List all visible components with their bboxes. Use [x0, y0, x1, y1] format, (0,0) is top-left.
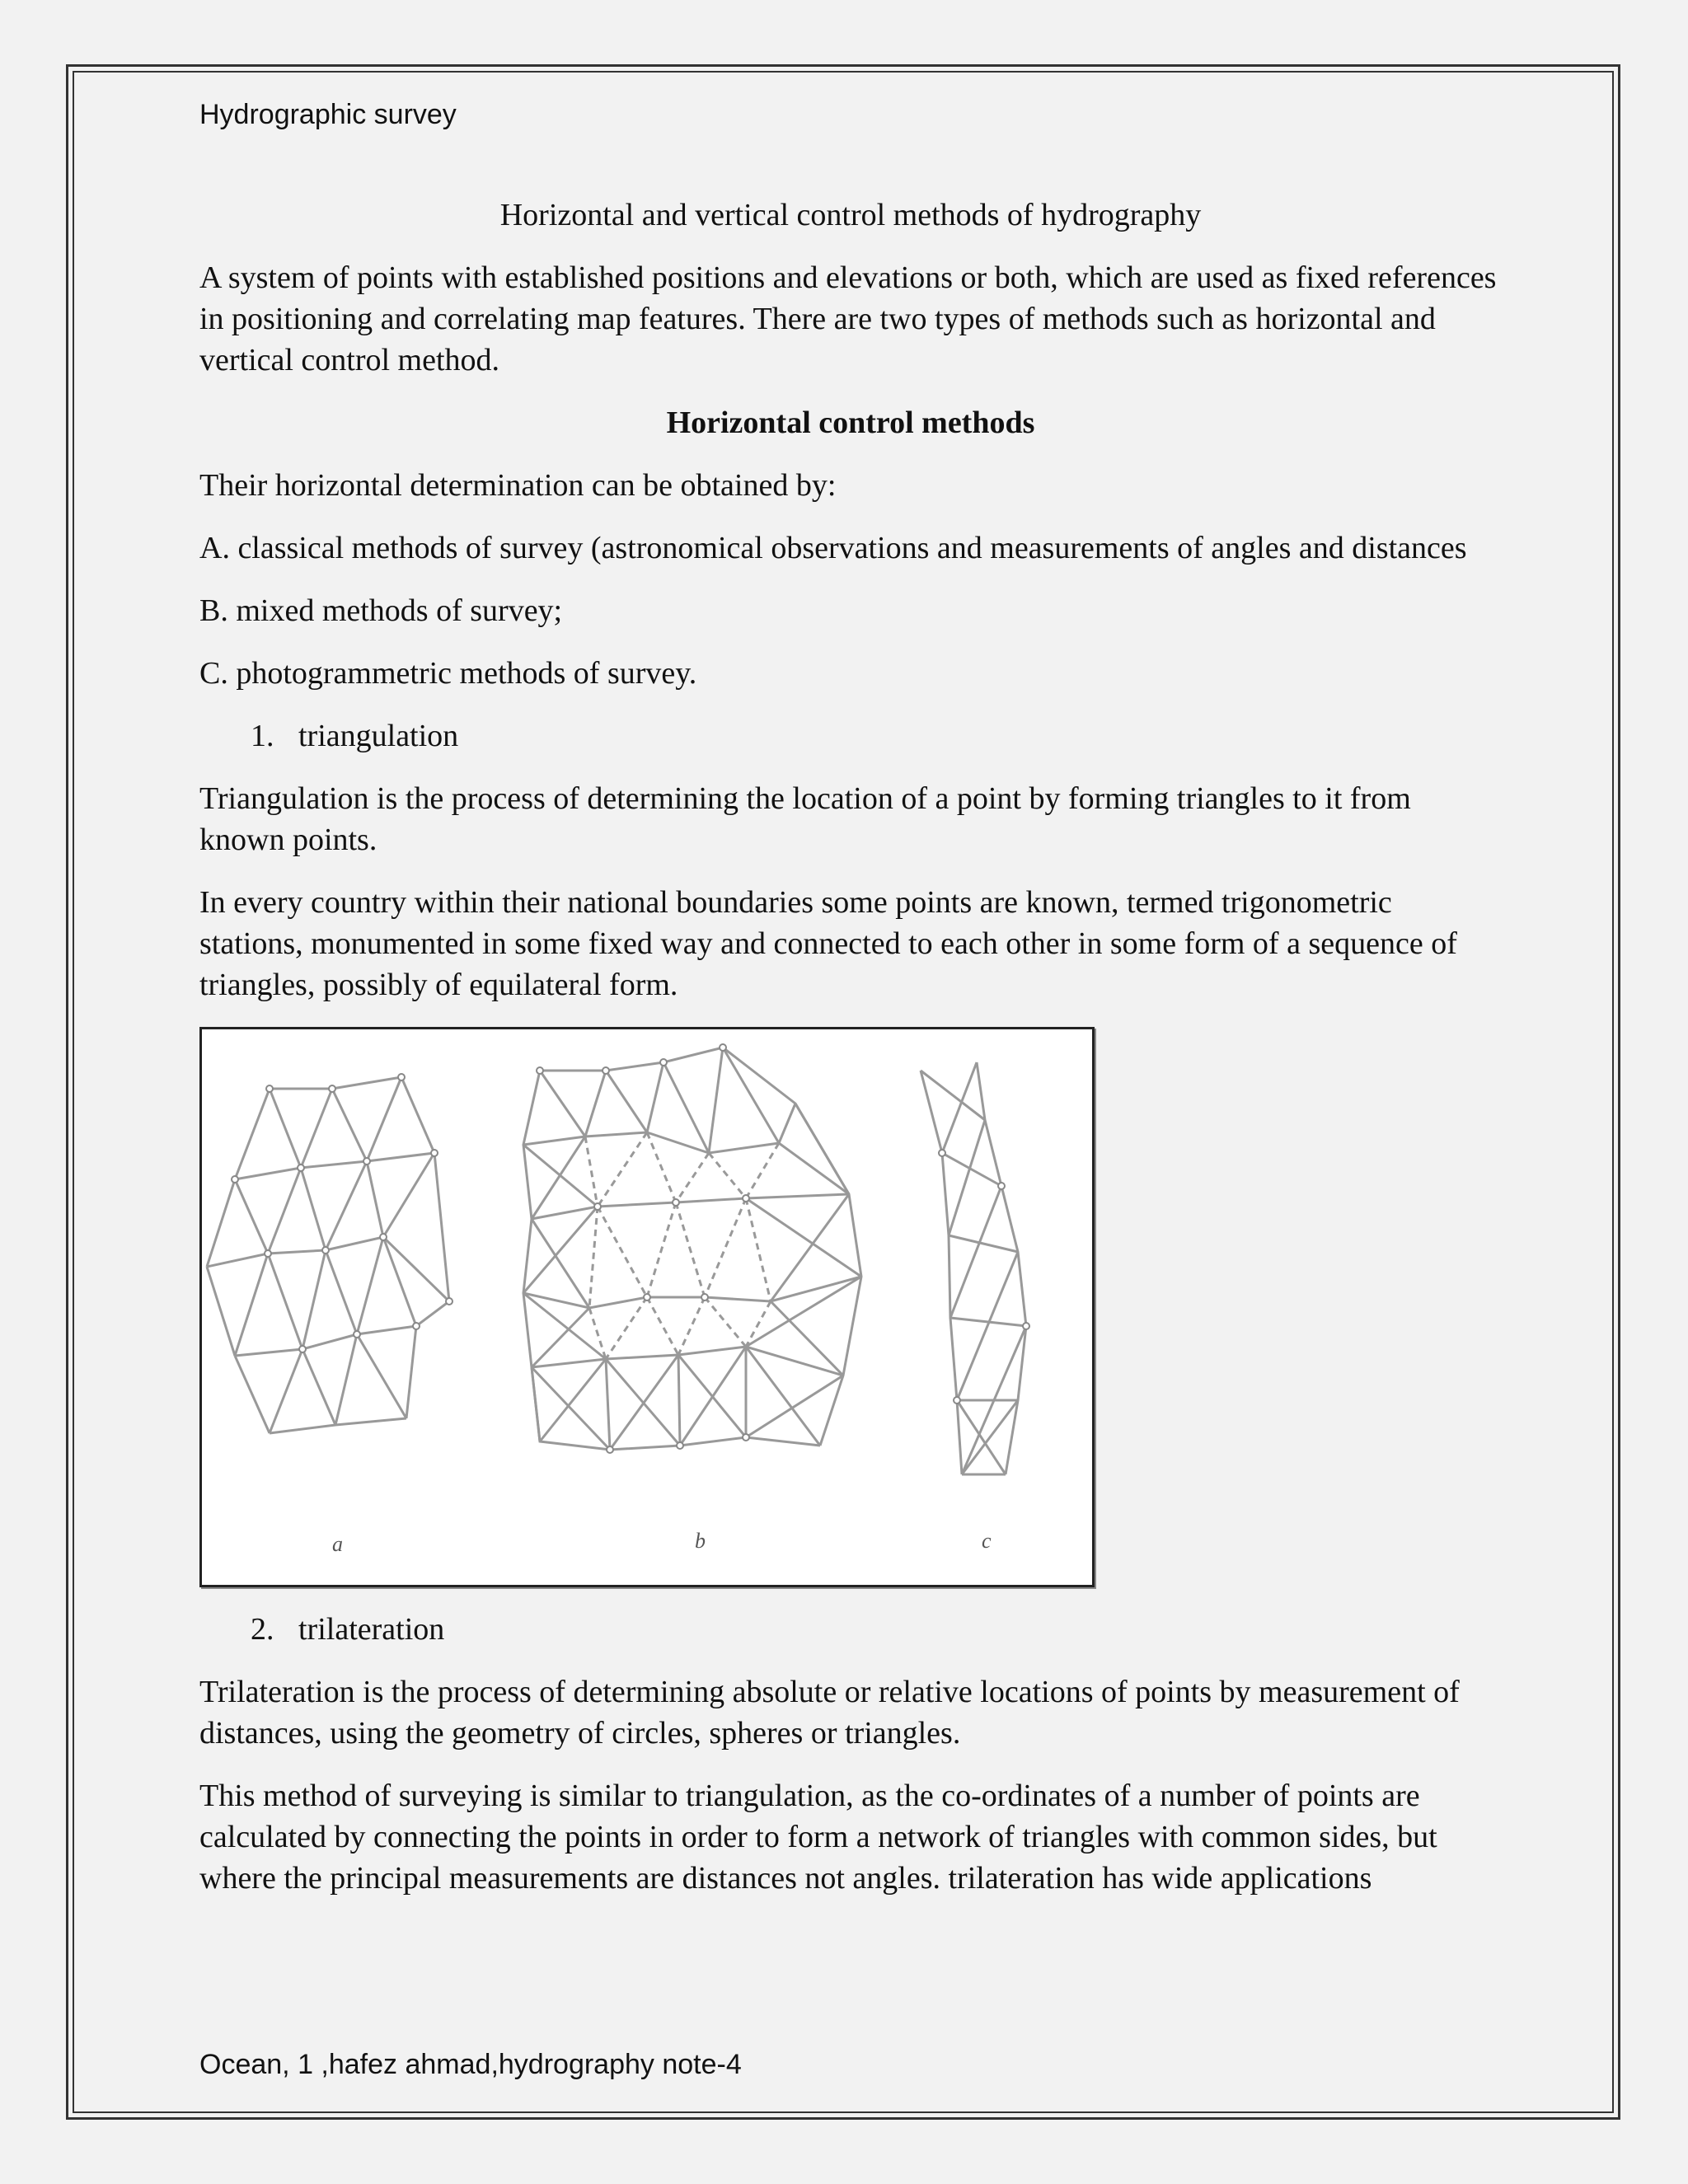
- triangulation-networks-illustration: [202, 1029, 1092, 1585]
- trilateration-definition: Trilateration is the process of determining absolute or relative locations of points by measurement of distances, using the geometry of circles, spheres or triangles.: [199, 1675, 1460, 1750]
- intro-paragraph: A system of points with established positions and elevations or both, which are used as fixed references in positioning and correlating map features. There are two types of methods such as horizontal and vertical control method.: [199, 260, 1497, 377]
- triangulation-definition: Triangulation is the process of determining the location of a point by forming triangles to it from known points.: [199, 781, 1411, 857]
- network-b: [523, 1047, 861, 1450]
- method-a: A. classical methods of survey (astronomical observations and measurements of angles and distances: [199, 531, 1467, 565]
- document-body: [199, 194, 1502, 1920]
- list-item-triangulation: [251, 715, 1502, 757]
- network-a: [207, 1077, 449, 1433]
- triangulation-figure: [199, 1027, 1095, 1587]
- method-c: C. photogrammetric methods of survey.: [199, 656, 697, 691]
- list-number: 1.: [251, 719, 274, 753]
- triangulation-description: In every country within their national boundaries some points are known, termed trigonometric stations, monumented in some fixed way and connected to each other in some form of a sequence of triangles, possibly of equilateral form.: [199, 885, 1457, 1002]
- page-footer: Ocean, 1 ,hafez ahmad,hydrography note-4: [199, 2049, 742, 2080]
- figure-label-c: c: [982, 1529, 992, 1553]
- network-c: [921, 1062, 1026, 1474]
- page-header: Hydrographic survey: [199, 99, 457, 130]
- list-label: trilateration: [298, 1612, 445, 1647]
- network-b-dashed: [585, 1132, 779, 1359]
- section-heading: Horizontal control methods: [666, 405, 1035, 440]
- list-number: 2.: [251, 1612, 274, 1647]
- lead-paragraph: Their horizontal determination can be obtained by:: [199, 468, 837, 503]
- list-item-trilateration: [251, 1609, 1502, 1650]
- list-label: triangulation: [298, 719, 459, 753]
- trilateration-description: This method of surveying is similar to triangulation, as the co-ordinates of a number of points are calculated by connecting the points in order to form a network of triangles with common sides, but where the principal measurements are distances not angles. trilateration has wide applications: [199, 1779, 1437, 1896]
- method-b: B. mixed methods of survey;: [199, 593, 563, 628]
- figure-label-a: a: [332, 1532, 343, 1556]
- document-title: Horizontal and vertical control methods of hydrography: [499, 198, 1202, 232]
- figure-label-b: b: [695, 1529, 706, 1553]
